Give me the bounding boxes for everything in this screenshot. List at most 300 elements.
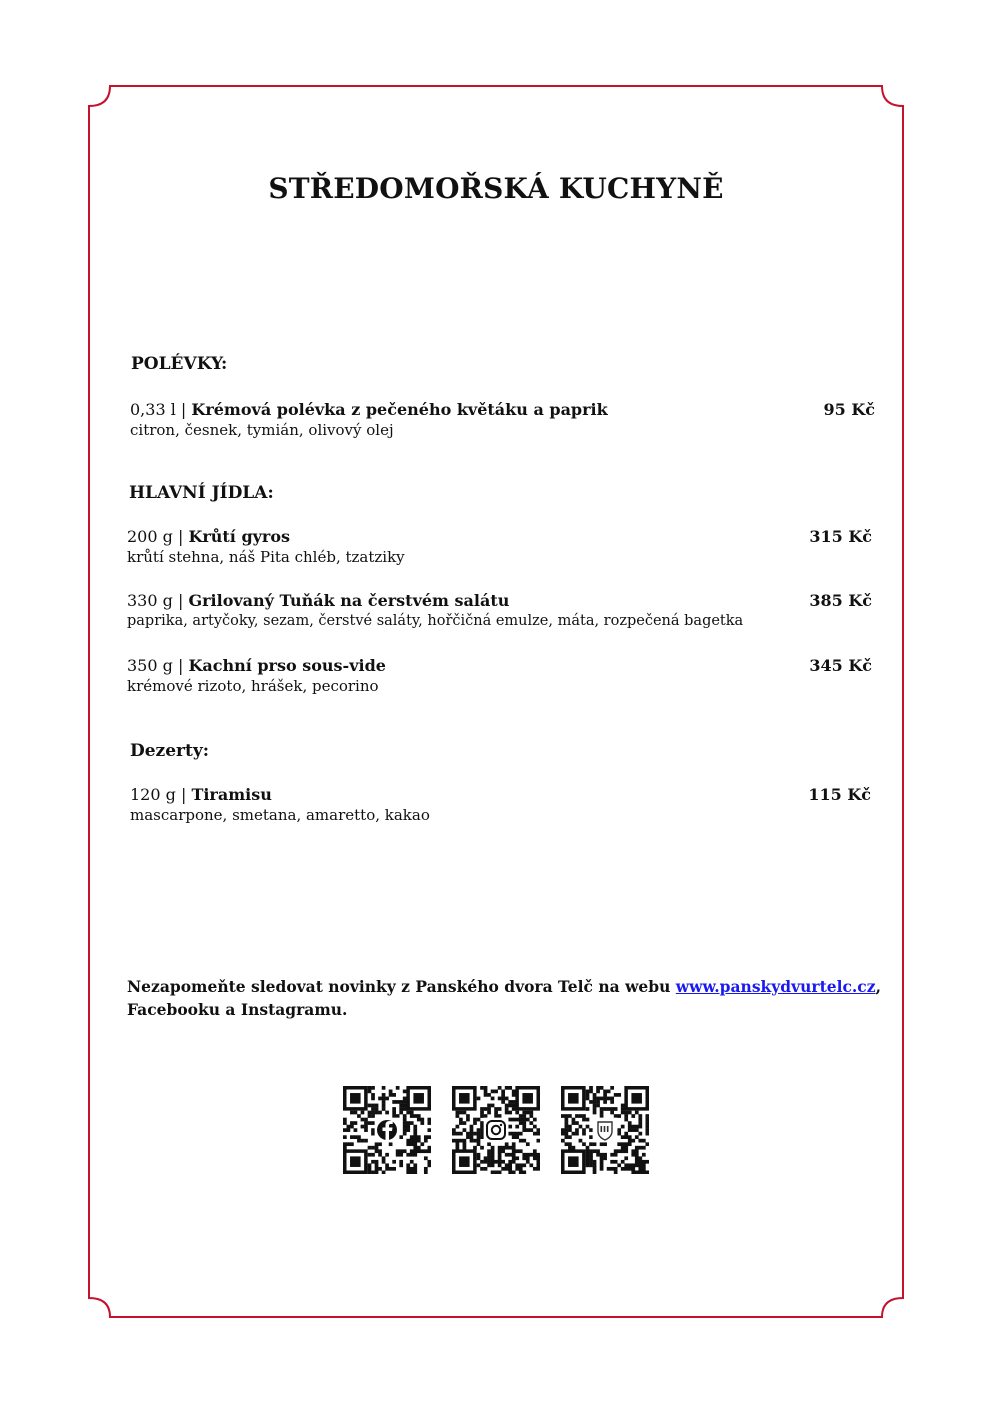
qr-module bbox=[357, 1139, 361, 1143]
menu-item bbox=[127, 655, 872, 697]
qr-finder-pattern bbox=[561, 1149, 586, 1174]
qr-module bbox=[480, 1135, 484, 1139]
qr-module bbox=[452, 1139, 456, 1143]
qr-module bbox=[501, 1149, 505, 1153]
item-quantity: 200 g | bbox=[127, 527, 184, 546]
qr-module bbox=[403, 1132, 407, 1136]
qr-module bbox=[635, 1146, 639, 1150]
item-quantity: 350 g | bbox=[127, 656, 184, 675]
qr-module bbox=[512, 1170, 516, 1174]
qr-module bbox=[477, 1135, 481, 1139]
qr-module bbox=[399, 1135, 403, 1139]
qr-module bbox=[519, 1163, 523, 1167]
qr-module bbox=[515, 1167, 519, 1171]
qr-module bbox=[484, 1160, 488, 1164]
qr-module bbox=[480, 1125, 484, 1129]
qr-module bbox=[406, 1125, 410, 1129]
qr-module bbox=[385, 1167, 389, 1171]
qr-module bbox=[512, 1118, 516, 1122]
qr-module bbox=[399, 1160, 403, 1164]
qr-module bbox=[600, 1107, 604, 1111]
qr-module bbox=[607, 1090, 611, 1094]
qr-module bbox=[371, 1114, 375, 1118]
qr-module bbox=[508, 1104, 512, 1108]
qr-module bbox=[621, 1160, 625, 1164]
qr-module bbox=[494, 1111, 498, 1115]
qr-module bbox=[526, 1118, 530, 1122]
qr-module bbox=[617, 1163, 621, 1167]
qr-module bbox=[452, 1132, 456, 1136]
qr-module bbox=[610, 1107, 614, 1111]
qr-module bbox=[536, 1128, 540, 1132]
qr-module bbox=[508, 1100, 512, 1104]
qr-module bbox=[522, 1128, 526, 1132]
qr-module bbox=[519, 1139, 523, 1143]
qr-module bbox=[378, 1111, 382, 1115]
qr-module bbox=[508, 1118, 512, 1122]
qr-module bbox=[565, 1118, 569, 1122]
qr-module bbox=[382, 1100, 386, 1104]
qr-module bbox=[375, 1107, 379, 1111]
qr-module bbox=[519, 1114, 523, 1118]
qr-module bbox=[628, 1135, 632, 1139]
qr-module bbox=[586, 1163, 590, 1167]
qr-module bbox=[628, 1139, 632, 1143]
menu-title: STŘEDOMOŘSKÁ KUCHYNĚ bbox=[268, 172, 724, 205]
qr-module bbox=[607, 1097, 611, 1101]
qr-module bbox=[561, 1139, 565, 1143]
qr-module bbox=[491, 1090, 495, 1094]
qr-module bbox=[424, 1135, 428, 1139]
qr-module bbox=[487, 1104, 491, 1108]
footer-text: Nezapomeňte sledovat novinky z Panského dvora Telč na webu bbox=[127, 977, 676, 996]
qr-module bbox=[586, 1090, 590, 1094]
qr-module bbox=[505, 1107, 509, 1111]
qr-module bbox=[368, 1114, 372, 1118]
qr-module bbox=[610, 1160, 614, 1164]
qr-module bbox=[610, 1167, 614, 1171]
item-description: krémové rizoto, hrášek, pecorino bbox=[127, 677, 379, 695]
qr-module bbox=[533, 1132, 537, 1136]
qr-module bbox=[350, 1135, 354, 1139]
qr-module bbox=[572, 1146, 576, 1150]
qr-module bbox=[491, 1160, 495, 1164]
qr-module bbox=[628, 1111, 632, 1115]
qr-module bbox=[624, 1156, 628, 1160]
qr-module bbox=[427, 1121, 431, 1125]
qr-module bbox=[600, 1163, 604, 1167]
qr-module bbox=[515, 1149, 519, 1153]
qr-module bbox=[519, 1170, 523, 1174]
qr-module bbox=[603, 1107, 607, 1111]
item-name: Krémová polévka z pečeného květáku a paprik bbox=[191, 400, 608, 419]
qr-module bbox=[635, 1128, 639, 1132]
qr-module bbox=[526, 1142, 530, 1146]
qr-module bbox=[582, 1114, 586, 1118]
qr-module bbox=[621, 1104, 625, 1108]
qr-module bbox=[645, 1142, 649, 1146]
qr-module bbox=[385, 1111, 389, 1115]
qr-module bbox=[413, 1142, 417, 1146]
qr-module bbox=[628, 1128, 632, 1132]
qr-module bbox=[413, 1139, 417, 1143]
menu-item bbox=[130, 399, 875, 441]
qr-module bbox=[565, 1132, 569, 1136]
qr-module bbox=[600, 1167, 604, 1171]
qr-module bbox=[642, 1163, 646, 1167]
qr-module bbox=[586, 1146, 590, 1150]
qr-module bbox=[638, 1139, 642, 1143]
qr-module bbox=[586, 1149, 590, 1153]
qr-module bbox=[536, 1167, 540, 1171]
qr-code-instagram[interactable] bbox=[452, 1086, 540, 1174]
qr-module bbox=[413, 1167, 417, 1171]
qr-module bbox=[582, 1142, 586, 1146]
qr-module bbox=[645, 1128, 649, 1132]
qr-module bbox=[494, 1107, 498, 1111]
qr-module bbox=[413, 1163, 417, 1167]
qr-module bbox=[406, 1139, 410, 1143]
qr-module bbox=[498, 1153, 502, 1157]
qr-module bbox=[600, 1097, 604, 1101]
qr-module bbox=[610, 1086, 614, 1090]
qr-module bbox=[343, 1146, 347, 1150]
qr-finder-pattern bbox=[452, 1149, 477, 1174]
qr-module bbox=[645, 1170, 649, 1174]
qr-module bbox=[621, 1125, 625, 1129]
qr-module bbox=[491, 1156, 495, 1160]
qr-module bbox=[596, 1153, 600, 1157]
qr-module bbox=[396, 1086, 400, 1090]
qr-module bbox=[603, 1093, 607, 1097]
qr-module bbox=[477, 1132, 481, 1136]
qr-module bbox=[382, 1107, 386, 1111]
qr-module bbox=[508, 1160, 512, 1164]
qr-module bbox=[357, 1114, 361, 1118]
qr-module bbox=[368, 1153, 372, 1157]
qr-module bbox=[621, 1111, 625, 1115]
qr-module bbox=[473, 1132, 477, 1136]
qr-module bbox=[582, 1118, 586, 1122]
qr-finder-pattern bbox=[624, 1086, 649, 1111]
qr-module bbox=[593, 1104, 597, 1108]
qr-module bbox=[343, 1135, 347, 1139]
qr-module bbox=[361, 1118, 365, 1122]
qr-module bbox=[413, 1135, 417, 1139]
qr-module bbox=[565, 1125, 569, 1129]
qr-module bbox=[424, 1170, 428, 1174]
qr-module bbox=[533, 1149, 537, 1153]
qr-module bbox=[361, 1139, 365, 1143]
qr-module bbox=[589, 1156, 593, 1160]
qr-module bbox=[480, 1167, 484, 1171]
qr-module bbox=[413, 1149, 417, 1153]
qr-module bbox=[635, 1163, 639, 1167]
qr-module bbox=[424, 1156, 428, 1160]
qr-module bbox=[614, 1153, 618, 1157]
qr-module bbox=[519, 1121, 523, 1125]
qr-module bbox=[589, 1149, 593, 1153]
qr-module bbox=[515, 1118, 519, 1122]
qr-module bbox=[536, 1153, 540, 1157]
footer-note bbox=[127, 975, 887, 1021]
item-price: 315 Kč bbox=[809, 527, 872, 546]
qr-module bbox=[470, 1128, 474, 1132]
qr-module bbox=[417, 1149, 421, 1153]
qr-module bbox=[378, 1167, 382, 1171]
qr-module bbox=[378, 1142, 382, 1146]
qr-module bbox=[582, 1132, 586, 1136]
qr-finder-pattern bbox=[452, 1086, 477, 1111]
qr-module bbox=[484, 1086, 488, 1090]
qr-module bbox=[487, 1107, 491, 1111]
qr-module bbox=[392, 1100, 396, 1104]
menu-item bbox=[127, 590, 872, 632]
qr-module bbox=[617, 1142, 621, 1146]
item-name: Grilovaný Tuňák na čerstvém salátu bbox=[188, 591, 510, 610]
qr-module bbox=[463, 1146, 467, 1150]
qr-module bbox=[536, 1156, 540, 1160]
qr-module bbox=[508, 1163, 512, 1167]
qr-module bbox=[589, 1160, 593, 1164]
qr-module bbox=[645, 1114, 649, 1118]
qr-module bbox=[642, 1153, 646, 1157]
qr-module bbox=[470, 1135, 474, 1139]
qr-module bbox=[593, 1160, 597, 1164]
qr-module bbox=[413, 1132, 417, 1136]
qr-module bbox=[589, 1090, 593, 1094]
qr-module bbox=[596, 1090, 600, 1094]
qr-module bbox=[361, 1111, 365, 1115]
qr-module bbox=[635, 1111, 639, 1115]
qr-module bbox=[515, 1135, 519, 1139]
qr-module bbox=[638, 1170, 642, 1174]
qr-module bbox=[522, 1156, 526, 1160]
qr-module bbox=[466, 1118, 470, 1122]
qr-module bbox=[512, 1100, 516, 1104]
qr-module bbox=[529, 1163, 533, 1167]
qr-module bbox=[505, 1142, 509, 1146]
item-quantity: 0,33 l | bbox=[130, 400, 187, 419]
qr-module bbox=[368, 1146, 372, 1150]
qr-module bbox=[631, 1167, 635, 1171]
qr-module bbox=[624, 1132, 628, 1136]
qr-module bbox=[586, 1153, 590, 1157]
qr-module bbox=[343, 1118, 347, 1122]
qr-module bbox=[371, 1107, 375, 1111]
qr-module bbox=[371, 1153, 375, 1157]
menu-item bbox=[127, 526, 872, 568]
qr-module bbox=[403, 1104, 407, 1108]
qr-module bbox=[624, 1114, 628, 1118]
qr-module bbox=[624, 1167, 628, 1171]
qr-module bbox=[575, 1121, 579, 1125]
qr-module bbox=[561, 1114, 565, 1118]
qr-module bbox=[487, 1160, 491, 1164]
qr-module bbox=[368, 1163, 372, 1167]
qr-module bbox=[452, 1128, 456, 1132]
qr-module bbox=[603, 1090, 607, 1094]
qr-module bbox=[403, 1114, 407, 1118]
qr-module bbox=[621, 1167, 625, 1171]
qr-module bbox=[631, 1153, 635, 1157]
qr-module bbox=[526, 1160, 530, 1164]
item-description: paprika, artyčoky, sezam, čerstvé saláty, hořčičná emulze, máta, rozpečená bagetka bbox=[127, 613, 744, 629]
qr-module bbox=[389, 1142, 393, 1146]
qr-module bbox=[603, 1100, 607, 1104]
qr-module bbox=[621, 1142, 625, 1146]
qr-module bbox=[624, 1111, 628, 1115]
qr-module bbox=[392, 1114, 396, 1118]
qr-module bbox=[512, 1142, 516, 1146]
qr-module bbox=[515, 1125, 519, 1129]
qr-module bbox=[463, 1128, 467, 1132]
qr-module bbox=[589, 1086, 593, 1090]
section-heading-desserts: Dezerty: bbox=[130, 741, 209, 761]
qr-module bbox=[642, 1160, 646, 1164]
qr-module bbox=[498, 1097, 502, 1101]
item-quantity: 120 g | bbox=[130, 785, 187, 804]
qr-module bbox=[417, 1114, 421, 1118]
qr-module bbox=[487, 1163, 491, 1167]
qr-module bbox=[410, 1121, 414, 1125]
qr-code-facebook[interactable] bbox=[343, 1086, 431, 1174]
qr-module bbox=[638, 1121, 642, 1125]
qr-module bbox=[477, 1153, 481, 1157]
qr-module bbox=[512, 1153, 516, 1157]
qr-module bbox=[586, 1125, 590, 1129]
qr-module bbox=[505, 1104, 509, 1108]
qr-module bbox=[399, 1163, 403, 1167]
qr-module bbox=[593, 1149, 597, 1153]
qr-module bbox=[410, 1111, 414, 1115]
qr-module bbox=[427, 1128, 431, 1132]
qr-module bbox=[427, 1146, 431, 1150]
qr-module bbox=[501, 1093, 505, 1097]
qr-module bbox=[607, 1107, 611, 1111]
qr-module bbox=[403, 1125, 407, 1129]
qr-module bbox=[347, 1125, 351, 1129]
qr-module bbox=[568, 1128, 572, 1132]
qr-module bbox=[508, 1153, 512, 1157]
qr-module bbox=[579, 1114, 583, 1118]
qr-module bbox=[410, 1153, 414, 1157]
qr-module bbox=[399, 1149, 403, 1153]
qr-module bbox=[526, 1111, 530, 1115]
qr-module bbox=[406, 1142, 410, 1146]
qr-module bbox=[375, 1146, 379, 1150]
qr-module bbox=[491, 1149, 495, 1153]
qr-code-website[interactable] bbox=[561, 1086, 649, 1174]
qr-module bbox=[371, 1146, 375, 1150]
qr-module bbox=[624, 1163, 628, 1167]
qr-module bbox=[614, 1093, 618, 1097]
qr-module bbox=[410, 1142, 414, 1146]
qr-module bbox=[410, 1135, 414, 1139]
qr-module bbox=[512, 1146, 516, 1150]
qr-module bbox=[343, 1128, 347, 1132]
qr-module bbox=[505, 1097, 509, 1101]
qr-module bbox=[382, 1097, 386, 1101]
qr-module bbox=[413, 1125, 417, 1129]
qr-module bbox=[456, 1132, 460, 1136]
qr-module bbox=[593, 1142, 597, 1146]
qr-module bbox=[498, 1086, 502, 1090]
qr-module bbox=[519, 1132, 523, 1136]
qr-module bbox=[368, 1111, 372, 1115]
qr-module bbox=[375, 1160, 379, 1164]
qr-module bbox=[631, 1125, 635, 1129]
item-name: Tiramisu bbox=[191, 785, 272, 804]
qr-module bbox=[519, 1118, 523, 1122]
qr-module bbox=[364, 1121, 368, 1125]
qr-module bbox=[621, 1107, 625, 1111]
qr-module bbox=[494, 1114, 498, 1118]
qr-module bbox=[512, 1090, 516, 1094]
qr-module bbox=[505, 1153, 509, 1157]
qr-module bbox=[494, 1160, 498, 1164]
qr-finder-pattern bbox=[561, 1086, 586, 1111]
qr-module bbox=[645, 1132, 649, 1136]
qr-module bbox=[593, 1163, 597, 1167]
qr-module bbox=[368, 1121, 372, 1125]
qr-module bbox=[512, 1156, 516, 1160]
qr-module bbox=[624, 1135, 628, 1139]
qr-module bbox=[385, 1153, 389, 1157]
qr-module bbox=[589, 1128, 593, 1132]
qr-module bbox=[614, 1149, 618, 1153]
qr-module bbox=[505, 1111, 509, 1115]
qr-module bbox=[354, 1111, 358, 1115]
qr-module bbox=[371, 1132, 375, 1136]
qr-module bbox=[512, 1149, 516, 1153]
qr-module bbox=[403, 1118, 407, 1122]
qr-module bbox=[477, 1163, 481, 1167]
qr-module bbox=[413, 1170, 417, 1174]
website-link[interactable]: www.panskydvurtelc.cz bbox=[675, 977, 876, 996]
qr-module bbox=[565, 1121, 569, 1125]
qr-module bbox=[491, 1153, 495, 1157]
qr-module bbox=[529, 1114, 533, 1118]
qr-module bbox=[382, 1156, 386, 1160]
qr-module bbox=[593, 1170, 597, 1174]
qr-module bbox=[371, 1160, 375, 1164]
qr-module bbox=[631, 1170, 635, 1174]
qr-module bbox=[508, 1132, 512, 1136]
qr-module bbox=[410, 1149, 414, 1153]
qr-module bbox=[572, 1121, 576, 1125]
qr-module bbox=[589, 1163, 593, 1167]
qr-module bbox=[396, 1153, 400, 1157]
qr-module bbox=[586, 1156, 590, 1160]
qr-module bbox=[459, 1121, 463, 1125]
qr-finder-pattern bbox=[343, 1149, 368, 1174]
qr-module bbox=[529, 1153, 533, 1157]
qr-finder-pattern bbox=[406, 1086, 431, 1111]
qr-module bbox=[392, 1160, 396, 1164]
qr-module bbox=[533, 1156, 537, 1160]
qr-module bbox=[638, 1118, 642, 1122]
qr-module bbox=[631, 1139, 635, 1143]
qr-module bbox=[501, 1090, 505, 1094]
qr-module bbox=[617, 1149, 621, 1153]
qr-module bbox=[586, 1093, 590, 1097]
qr-module bbox=[480, 1114, 484, 1118]
qr-module bbox=[642, 1139, 646, 1143]
qr-module bbox=[498, 1160, 502, 1164]
qr-module bbox=[586, 1097, 590, 1101]
qr-module bbox=[491, 1104, 495, 1108]
